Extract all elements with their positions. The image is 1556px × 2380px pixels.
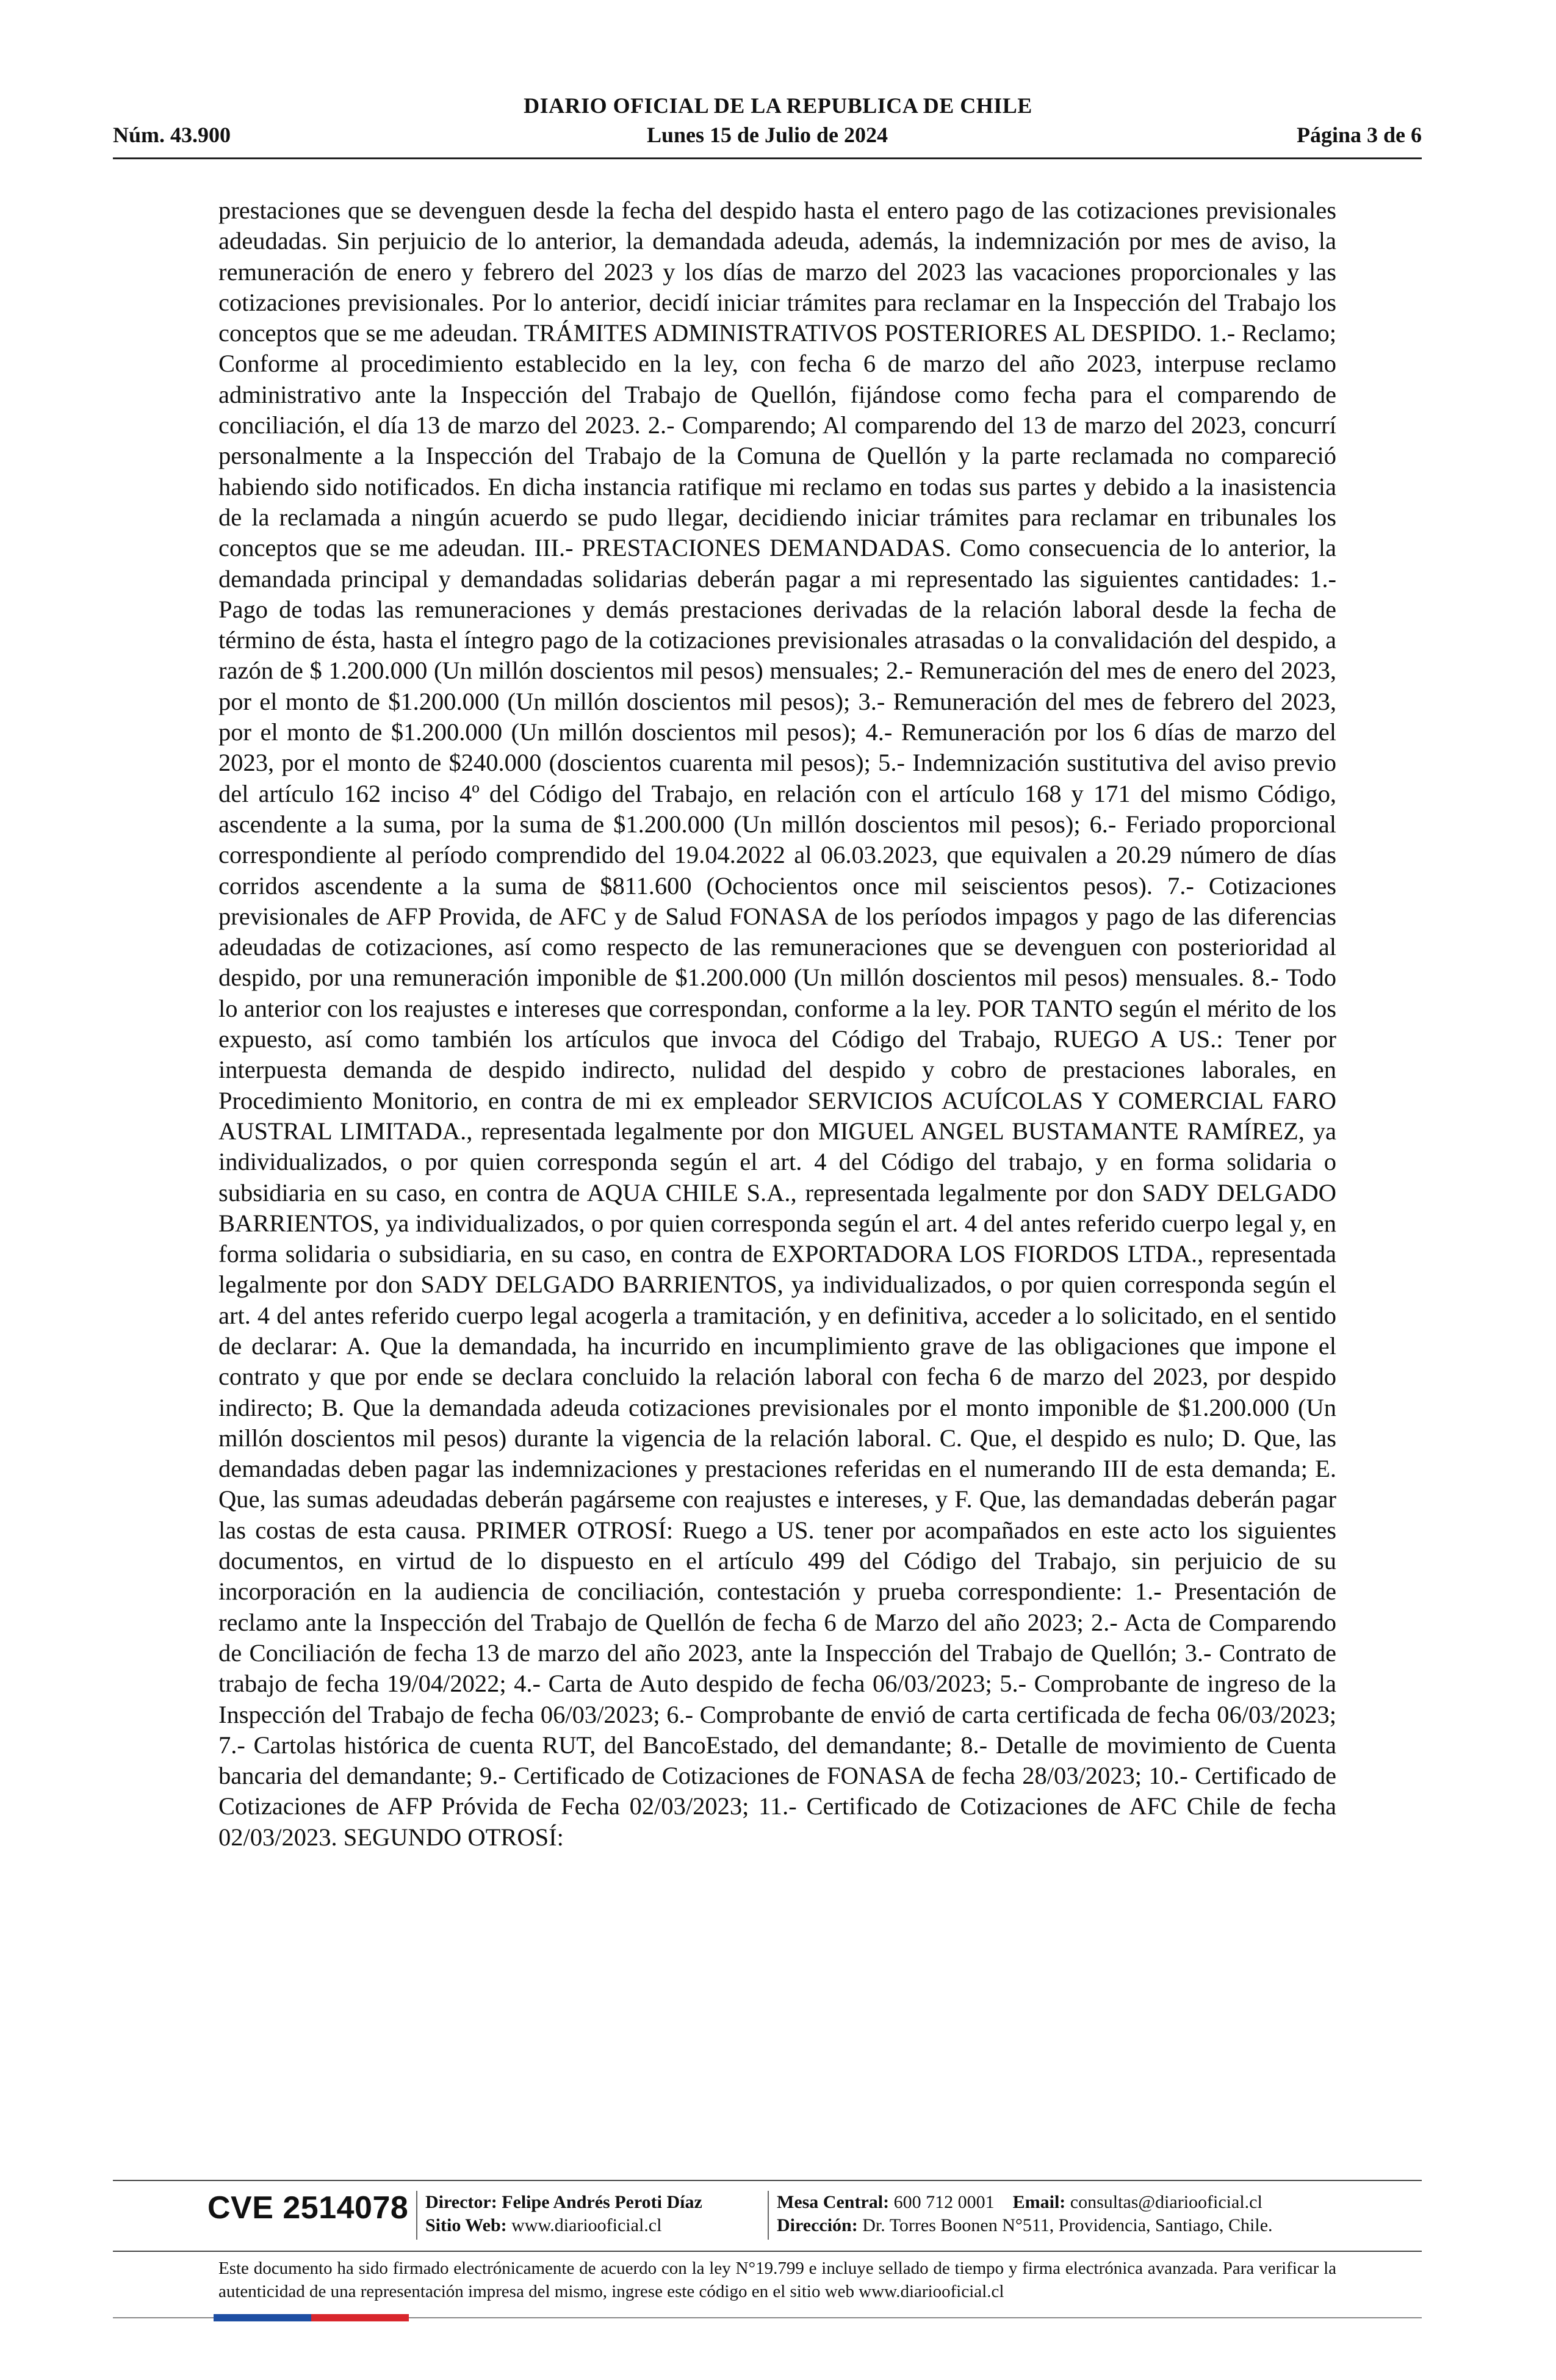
address-label: Dirección: (777, 2215, 858, 2235)
issue-date: Lunes 15 de Julio de 2024 (646, 123, 888, 147)
address-text: Dr. Torres Boonen N°511, Providencia, Santiago, Chile. (862, 2215, 1273, 2235)
director-name: Felipe Andrés Peroti Díaz (502, 2192, 702, 2212)
chile-flag-stripe (214, 2314, 409, 2321)
footer-director-block (425, 2191, 702, 2237)
email-link[interactable]: consultas@diariooficial.cl (1070, 2192, 1262, 2212)
footer-separator (768, 2191, 769, 2240)
header-divider (113, 157, 1422, 159)
flag-red-segment (311, 2314, 409, 2321)
phone-label: Mesa Central: (777, 2192, 890, 2212)
body-paragraph: prestaciones que se devenguen desde la fecha del despido hasta el entero pago de las cotizaciones previsionales adeudadas. Sin perjuicio de lo anterior, la demandada adeuda, además, la indemnización por mes de aviso, la remuneración de enero y febrero del 2023 y los días de marzo del 2023 las vacaciones proporcionales y las cotizaciones previsionales. Por lo anterior, decidí iniciar trámites para reclamar en la Inspección del Trabajo los conceptos que se me adeudan. TRÁMITES ADMINISTRATIVOS POSTERIORES AL DESPIDO. 1.- Reclamo; Conforme al procedimiento establecido en la ley, con fecha 6 de marzo del año 2023, interpuse reclamo administrativo ante la Inspección del Trabajo de Quellón, fijándose como fecha para el comparendo de conciliación, el día 13 de marzo del 2023. 2.- Comparendo; Al comparendo del 13 de marzo del 2023, concurrí personalmente a la Inspección del Trabajo de la Comuna de Quellón y la parte reclamada no compareció habiendo sido notificados. En dicha instancia ratifique mi reclamo en todas sus partes y debido a la inasistencia de la reclamada a ningún acuerdo se pudo llegar, decidiendo iniciar trámites para reclamar en tribunales los conceptos que se me adeudan. III.- PRESTACIONES DEMANDADAS. Como consecuencia de lo anterior, la demandada principal y demandadas solidarias deberán pagar a mi representado las siguientes cantidades: 1.- Pago de todas las remuneraciones y demás prestaciones derivadas de la relación laboral desde la fecha de término de ésta, hasta el íntegro pago de la cotizaciones previsionales atrasadas o la convalidación del despido, a razón de $ 1.200.000 (Un millón doscientos mil pesos) mensuales; 2.- Remuneración del mes de enero del 2023, por el monto de $1.200.000 (Un millón doscientos mil pesos); 3.- Remuneración del mes de febrero del 2023, por el monto de $1.200.000 (Un millón doscientos mil pesos); 4.- Remuneración por los 6 días de marzo del 2023, por el monto de $240.000 (doscientos cuarenta mil pesos); 5.- Indemnización sustitutiva del aviso previo del artículo 162 inciso 4º del Código del Trabajo, en relación con el artículo 168 y 171 del mismo Código, ascendente a la suma, por la suma de $1.200.000 (Un millón doscientos mil pesos); 6.- Feriado proporcional correspondiente al período comprendido del 19.04.2022 al 06.03.2023, que equivalen a 20.29 número de días corridos ascendente a la suma de $811.600 (Ochocientos once mil seiscientos pesos). 7.- Cotizaciones previsionales de AFP Provida, de AFC y de Salud FONASA de los períodos impagos y pago de las diferencias adeudadas de cotizaciones, así como respecto de las remuneraciones que se devenguen con posterioridad al despido, por una remuneración imponible de $1.200.000 (Un millón doscientos mil pesos) mensuales. 8.- Todo lo anterior con los reajustes e intereses que correspondan, conforme a la ley. POR TANTO según el mérito de los expuesto, así como también los artículos que invoca del Código del Trabajo, RUEGO A US.: Tener por interpuesta demanda de despido indirecto, nulidad del despido y cobro de prestaciones laborales, en Procedimiento Monitorio, en contra de mi ex empleador SERVICIOS ACUÍCOLAS Y COMERCIAL FARO AUSTRAL LIMITADA., representada legalmente por don MIGUEL ANGEL BUSTAMANTE RAMÍREZ, ya individualizados, o por quien corresponda según el art. 4 del Código del trabajo, y en forma solidaria o subsidiaria en su caso, en contra de AQUA CHILE S.A., representada legalmente por don SADY DELGADO BARRIENTOS, ya individualizados, o por quien corresponda según el art. 4 del antes referido cuerpo legal y, en forma solidaria o subsidiaria, en su caso, en contra de EXPORTADORA LOS FIORDOS LTDA., representada legalmente por don SADY DELGADO BARRIENTOS, ya individualizados, o por quien corresponda según el art. 4 del antes referido cuerpo legal acogerla a tramitación, y en definitiva, acceder a lo solicitado, en el sentido de declarar: A. Que la demandada, ha incurrido en incumplimiento grave de las obligaciones que impone el contrato y que por ende se declara concluido la relación laboral con fecha 6 de marzo del 2023, por despido indirecto; B. Que la demandada adeuda cotizaciones previsionales por el monto imponible de $1.200.000 (Un millón doscientos mil pesos) durante la vigencia de la relación laboral. C. Que, el despido es nulo; D. Que, las demandadas deben pagar las indemnizaciones y prestaciones referidas en el numerando III de esta demanda; E. Que, las sumas adeudadas deberán pagárseme con reajustes e intereses, y F. Que, las demandadas deberán pagar las costas de esta causa. PRIMER OTROSÍ: Ruego a US. tener por acompañados en este acto los siguientes documentos, en virtud de lo dispuesto en el artículo 499 del Código del Trabajo, sin perjuicio de su incorporación en la audiencia de conciliación, contestación y prueba correspondiente: 1.- Presentación de reclamo ante la Inspección del Trabajo de Quellón de fecha 6 de Marzo del año 2023; 2.- Acta de Comparendo de Conciliación de fecha 13 de marzo del año 2023, ante la Inspección del Trabajo de Quellón; 3.- Contrato de trabajo de fecha 19/04/2022; 4.- Carta de Auto despido de fecha 06/03/2023; 5.- Comprobante de ingreso de la Inspección del Trabajo de fecha 06/03/2023; 6.- Comprobante de envió de carta certificada de fecha 06/03/2023; 7.- Cartolas histórica de cuenta RUT, del BancoEstado, del demandante; 8.- Detalle de movimiento de Cuenta bancaria del demandante; 9.- Certificado de Cotizaciones de FONASA de fecha 28/03/2023; 10.- Certificado de Cotizaciones de AFP Próvida de Fecha 02/03/2023; 11.- Certificado de Cotizaciones de AFC Chile de fecha 02/03/2023. SEGUNDO OTROSÍ: (218, 197, 1336, 1851)
issue-number: Núm. 43.900 (113, 123, 231, 147)
cve-code: CVE 2514078 (207, 2190, 409, 2226)
footer-separator (416, 2191, 417, 2240)
website-link[interactable]: www.diariooficial.cl (511, 2215, 662, 2235)
footer-top-divider (113, 2180, 1422, 2181)
newspaper-title: DIARIO OFICIAL DE LA REPUBLICA DE CHILE (524, 93, 1032, 118)
phone-number: 600 712 0001 (893, 2192, 995, 2212)
director-label: Director: (425, 2192, 497, 2212)
flag-blue-segment (214, 2314, 311, 2321)
footer-contact-block (777, 2191, 1273, 2237)
footer-middle-divider (113, 2251, 1422, 2252)
page-number: Página 3 de 6 (1296, 123, 1422, 147)
website-label: Sitio Web: (425, 2215, 507, 2235)
document-body (218, 195, 1336, 1853)
email-label: Email: (1012, 2192, 1066, 2212)
legal-notice: Este documento ha sido firmado electrónicamente de acuerdo con la ley N°19.799 e incluye sellado de tiempo y firma electrónica avanzada. Para verificar la autenticidad de una representación impresa del mismo, ingrese este código en el sitio web www.diariooficial.cl (218, 2259, 1336, 2301)
